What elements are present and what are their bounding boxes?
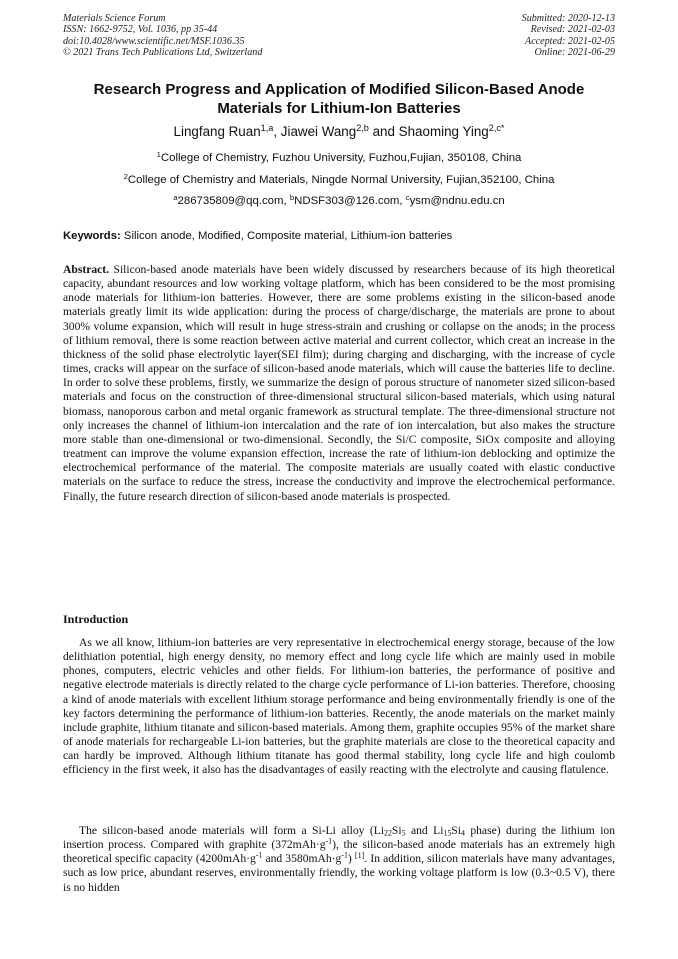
- email-address[interactable]: NDSF303@126.com,: [294, 195, 406, 207]
- author-affiliation-mark: 2,b: [356, 123, 369, 133]
- text-run: Si: [451, 824, 461, 837]
- affiliation-text: College of Chemistry, Fuzhou University, Fuzhou,Fujian, 350108, China: [160, 152, 522, 164]
- email-mark: a: [173, 192, 178, 202]
- author-affiliation-mark: 1,a: [260, 123, 274, 133]
- subscript: 5: [401, 828, 406, 838]
- submission-dates: [522, 13, 615, 58]
- paper-title-line-2: Materials for Lithium-Ion Batteries: [217, 99, 461, 117]
- section-heading: Introduction: [63, 612, 129, 626]
- affiliation-number: 1: [156, 149, 161, 159]
- author-name: Lingfang Ruan: [173, 124, 261, 139]
- superscript: -1: [341, 850, 348, 860]
- text-run: . In addition, silicon materials have many advantages, such as low price, abundant reserves, environmentally friendly, the working voltage platform is low (0.3~0.5 V), there is no hidden: [63, 852, 615, 894]
- journal-issn: ISSN: 1662-9752, Vol. 1036, pp 35-44: [63, 24, 218, 36]
- email-mark: c: [405, 192, 410, 202]
- author-name: Jiawei Wang: [280, 124, 357, 139]
- email-address[interactable]: ysm@ndnu.edu.cn: [409, 195, 505, 207]
- intro-paragraph-1: As we all know, lithium-ion batteries are very representative in electrochemical energy storage, because of the low delithiation potential, high energy density, no memory effect and long cycle life which are mainly used in mobile phones, computers, electric vehicles and other fields. For lithium-ion batteries, the performance of positive and negative electrode materials is directly related to the charge cycle performance of Li-ion batteries. Therefore, choosing a kind of anode materials with excellent lithium storage performance and being environmentally friendly is one of the key factors determining the performance of lithium-ion batteries. Recently, the anode materials on the market mainly include graphite, lithium titanate and silicon-based materials. Among them, graphite occupies 95% of the market share of anode materials for rechargeable Li-ion batteries, but the graphite materials are close to the theoretical capacity and can hardly be improved. Although lithium titanate has good thermal stability, long cycle life and high coulomb efficiency in the first week, it also has the disadvantages of easily reacting with the electrolyte and causing flatulence.: [63, 636, 615, 777]
- abstract: [63, 263, 615, 504]
- keywords-label: Keywords:: [63, 230, 121, 242]
- revised-date: Revised: 2021-02-03: [530, 24, 615, 36]
- paper-title: [63, 81, 615, 118]
- affiliation-1: [63, 151, 615, 165]
- text-run: phase) during the lithium ion insertion process. Compared with graphite (372mAh·g: [63, 824, 616, 852]
- author-name: Shaoming Ying: [398, 124, 489, 139]
- text-run: ): [347, 852, 355, 866]
- journal-copyright: © 2021 Trans Tech Publications Ltd, Switzerland: [63, 46, 263, 58]
- author-affiliation-mark: 2,c*: [488, 123, 505, 133]
- keywords-text: Silicon anode, Modified, Composite material, Lithium-ion batteries: [120, 230, 453, 242]
- affiliation-number: 2: [123, 171, 128, 181]
- author-separator: and: [368, 124, 399, 139]
- submitted-date: Submitted: 2020-12-13: [521, 13, 615, 24]
- text-run: The silicon-based anode materials will form a Si-Li alloy (Li: [79, 824, 385, 837]
- superscript: -1: [255, 850, 263, 860]
- keywords: [63, 229, 615, 243]
- email-mark: b: [289, 192, 295, 202]
- superscript: -1: [325, 836, 333, 846]
- affiliation-2: [63, 173, 615, 187]
- text-run: ), the silicon-based anode materials has an extremely high theoretical specific capacity (4200mAh·g: [63, 838, 615, 866]
- abstract-label: Abstract.: [63, 263, 110, 276]
- paper-title-line-1: Research Progress and Application of Modified Silicon-Based Anode: [93, 81, 585, 98]
- intro-paragraph-2: [63, 824, 615, 895]
- text-run: and Li: [405, 824, 444, 837]
- online-date: Online: 2021-06-29: [534, 46, 615, 58]
- subscript: 15: [443, 828, 452, 838]
- accepted-date: Accepted: 2021-02-05: [525, 35, 615, 47]
- citation-link[interactable]: [1]: [354, 851, 365, 861]
- author-list: [63, 123, 615, 140]
- text-run: Si: [391, 824, 402, 837]
- journal-info: [63, 13, 262, 58]
- author-separator: ,: [273, 124, 281, 139]
- abstract-text: Silicon-based anode materials have been widely discussed by researchers because of its high theoretical capacity, abundant resources and low working voltage platform, which has been considered to be the most promising anode materials for lithium-ion batteries. However, there are some problems existing in the silicon-based anode materials greatly limit its wide application: during the process of charge/discharge, the materials are prone to about 300% volume expansion, which will result in huge stress-strain and crushing or collapse on the anods; in the process of lithium removal, there is some reaction between active material and current collector, which creat an increase in the thickness of the solid phase electrolytic layer(SEI film); during charging and discharging, with the increase of cycle times, cracks will appear on the surface of silicon-based anode materials, which will cause the batteries life to decline. In order to solve these problems, firstly, we summarize the design of porous structure of nanometer sized silicon-based materials and focus on the construction of three-dimensional structural silicon-based materials, which using natural biomass, nanoporous carbon and metal organic framework as structural template. The three-dimensional structure not only increases the channel of lithium-ion intercalation and the rate of ion intercalation, but also makes the structure more stable than one-dimensional or two-dimensional. Secondly, the Si/C composite, SiOx composite and alloying treatment can improve the volume expansion effection, increase the rate of lithium-ion deblocking and optimize the electrochemical performance of the material. The composite materials are usually coated with elastic conductive materials on the surface to reduce the stress, increase the conductivity and improve the electrochemical performance. Finally, the future research direction of silicon-based anode materials is prospected.: [63, 263, 615, 503]
- journal-name: Materials Science Forum: [63, 13, 166, 24]
- text-run: and 3580mAh·g: [262, 852, 342, 866]
- journal-doi[interactable]: doi:10.4028/www.scientific.net/MSF.1036.35: [63, 35, 245, 47]
- author-emails: [63, 194, 615, 208]
- affiliation-text: College of Chemistry and Materials, Ningde Normal University, Fujian,352100, China: [127, 174, 555, 186]
- subscript: 22: [384, 828, 392, 838]
- subscript: 4: [460, 828, 465, 838]
- email-address[interactable]: 286735809@qq.com,: [177, 195, 290, 207]
